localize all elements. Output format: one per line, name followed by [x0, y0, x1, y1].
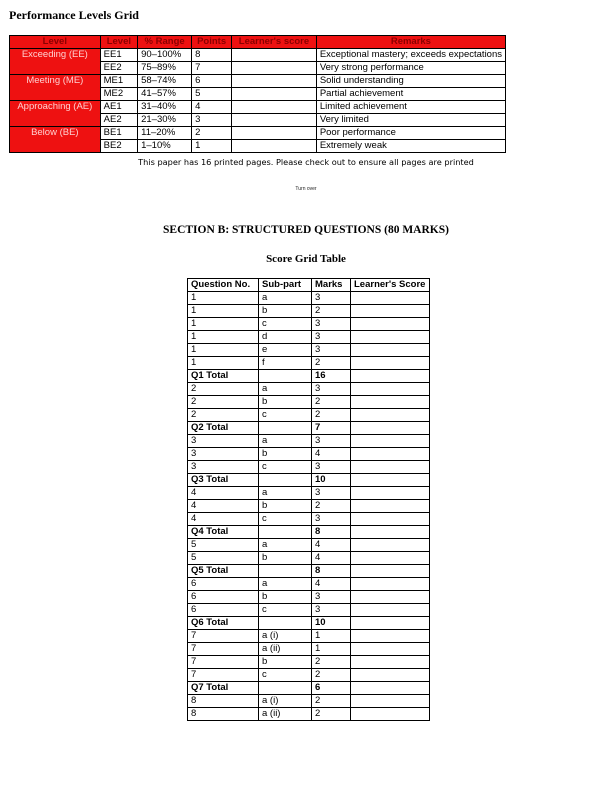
learner-score-cell[interactable] — [351, 617, 430, 630]
total-row — [188, 682, 430, 695]
question-cell: 5 — [188, 539, 259, 552]
subpart-cell: b — [259, 448, 312, 461]
table-row — [188, 500, 430, 513]
question-cell: 1 — [188, 344, 259, 357]
level-group-cell: Meeting (ME) — [10, 75, 101, 101]
question-cell: 7 — [188, 656, 259, 669]
learner-score-cell[interactable] — [232, 49, 317, 62]
points-cell: 4 — [192, 101, 232, 114]
level-code-cell: AE2 — [100, 114, 137, 127]
subpart-cell: c — [259, 409, 312, 422]
question-cell: 7 — [188, 643, 259, 656]
subpart-cell: d — [259, 331, 312, 344]
learner-score-cell[interactable] — [232, 101, 317, 114]
learner-score-cell[interactable] — [351, 565, 430, 578]
subpart-cell: a — [259, 383, 312, 396]
learner-score-cell[interactable] — [351, 604, 430, 617]
total-row — [188, 422, 430, 435]
level-code-cell: ME1 — [100, 75, 137, 88]
table-row — [188, 305, 430, 318]
table-row — [188, 487, 430, 500]
learner-score-cell[interactable] — [351, 578, 430, 591]
table-row — [188, 383, 430, 396]
column-header: Learner's score — [232, 36, 317, 49]
subpart-cell: c — [259, 318, 312, 331]
range-cell: 58–74% — [138, 75, 192, 88]
question-cell: 1 — [188, 305, 259, 318]
question-cell: 4 — [188, 487, 259, 500]
table-row — [10, 101, 506, 114]
question-cell: 3 — [188, 435, 259, 448]
remarks-cell: Solid understanding — [316, 75, 505, 88]
table-row — [188, 344, 430, 357]
marks-cell: 3 — [312, 513, 351, 526]
learner-score-cell[interactable] — [351, 370, 430, 383]
learner-score-cell[interactable] — [351, 643, 430, 656]
table-row — [188, 591, 430, 604]
question-cell: Q7 Total — [188, 682, 259, 695]
table-header-row — [10, 36, 506, 49]
learner-score-cell[interactable] — [351, 500, 430, 513]
table-row — [188, 539, 430, 552]
subpart-cell — [259, 565, 312, 578]
question-cell: 4 — [188, 500, 259, 513]
marks-cell: 2 — [312, 305, 351, 318]
range-cell: 41–57% — [138, 88, 192, 101]
subpart-cell: f — [259, 357, 312, 370]
learner-score-cell[interactable] — [351, 630, 430, 643]
marks-cell: 4 — [312, 578, 351, 591]
subpart-cell: c — [259, 461, 312, 474]
level-code-cell: EE2 — [100, 62, 137, 75]
level-code-cell: ME2 — [100, 88, 137, 101]
question-cell: Q3 Total — [188, 474, 259, 487]
marks-cell: 2 — [312, 656, 351, 669]
total-row — [188, 370, 430, 383]
learner-score-cell[interactable] — [232, 62, 317, 75]
marks-cell: 4 — [312, 539, 351, 552]
table-row — [188, 318, 430, 331]
level-code-cell: BE1 — [100, 127, 137, 140]
table-row — [188, 435, 430, 448]
learner-score-cell[interactable] — [232, 75, 317, 88]
table-row — [188, 604, 430, 617]
subpart-cell: a (i) — [259, 630, 312, 643]
question-cell: Q1 Total — [188, 370, 259, 383]
marks-cell: 4 — [312, 552, 351, 565]
marks-cell: 3 — [312, 435, 351, 448]
column-header: Level — [100, 36, 137, 49]
learner-score-cell[interactable] — [351, 669, 430, 682]
table-row — [188, 695, 430, 708]
marks-cell: 3 — [312, 591, 351, 604]
learner-score-cell[interactable] — [351, 331, 430, 344]
marks-cell: 2 — [312, 669, 351, 682]
column-header: Level — [10, 36, 101, 49]
remarks-cell: Limited achievement — [316, 101, 505, 114]
marks-cell: 2 — [312, 708, 351, 721]
subpart-cell: b — [259, 591, 312, 604]
performance-levels-table — [9, 35, 506, 153]
range-cell: 31–40% — [138, 101, 192, 114]
question-cell: 6 — [188, 578, 259, 591]
question-cell: 2 — [188, 396, 259, 409]
subpart-cell — [259, 617, 312, 630]
points-cell: 3 — [192, 114, 232, 127]
learner-score-cell[interactable] — [232, 88, 317, 101]
subpart-cell: a — [259, 539, 312, 552]
table-row — [10, 127, 506, 140]
points-cell: 2 — [192, 127, 232, 140]
total-row — [188, 617, 430, 630]
points-cell: 7 — [192, 62, 232, 75]
subpart-cell: b — [259, 552, 312, 565]
learner-score-cell[interactable] — [232, 114, 317, 127]
remarks-cell: Very limited — [316, 114, 505, 127]
column-header: Learner's Score — [351, 279, 430, 292]
learner-score-cell[interactable] — [351, 539, 430, 552]
table-row — [188, 448, 430, 461]
learner-score-cell[interactable] — [351, 591, 430, 604]
total-row — [188, 526, 430, 539]
marks-cell: 10 — [312, 617, 351, 630]
score-grid-title: Score Grid Table — [266, 253, 346, 265]
learner-score-cell[interactable] — [351, 435, 430, 448]
question-cell: 7 — [188, 669, 259, 682]
range-cell: 11–20% — [138, 127, 192, 140]
score-grid-table — [187, 278, 430, 721]
learner-score-cell[interactable] — [351, 305, 430, 318]
table-header-row — [188, 279, 430, 292]
marks-cell: 1 — [312, 630, 351, 643]
learner-score-cell[interactable] — [232, 140, 317, 153]
column-header: Sub-part — [259, 279, 312, 292]
level-code-cell: EE1 — [100, 49, 137, 62]
subpart-cell: a — [259, 435, 312, 448]
table-row — [188, 643, 430, 656]
table-row — [188, 357, 430, 370]
subpart-cell: a (ii) — [259, 643, 312, 656]
subpart-cell: c — [259, 513, 312, 526]
level-group-cell: Below (BE) — [10, 127, 101, 153]
column-header: % Range — [138, 36, 192, 49]
marks-cell: 2 — [312, 357, 351, 370]
question-cell: 1 — [188, 318, 259, 331]
learner-score-cell[interactable] — [351, 526, 430, 539]
table-row — [188, 331, 430, 344]
table-row — [188, 630, 430, 643]
marks-cell: 6 — [312, 682, 351, 695]
question-cell: 8 — [188, 708, 259, 721]
learner-score-cell[interactable] — [351, 318, 430, 331]
learner-score-cell[interactable] — [351, 344, 430, 357]
points-cell: 5 — [192, 88, 232, 101]
marks-cell: 3 — [312, 604, 351, 617]
range-cell: 75–89% — [138, 62, 192, 75]
subpart-cell: a — [259, 487, 312, 500]
level-code-cell: BE2 — [100, 140, 137, 153]
question-cell: 5 — [188, 552, 259, 565]
remarks-cell: Extremely weak — [316, 140, 505, 153]
table-row — [188, 461, 430, 474]
marks-cell: 16 — [312, 370, 351, 383]
points-cell: 8 — [192, 49, 232, 62]
level-group-cell: Exceeding (EE) — [10, 49, 101, 75]
question-cell: 3 — [188, 448, 259, 461]
learner-score-cell[interactable] — [232, 127, 317, 140]
table-row — [188, 656, 430, 669]
learner-score-cell[interactable] — [351, 461, 430, 474]
table-row — [188, 578, 430, 591]
question-cell: 3 — [188, 461, 259, 474]
points-cell: 1 — [192, 140, 232, 153]
subpart-cell: c — [259, 669, 312, 682]
performance-grid-title: Performance Levels Grid — [9, 8, 139, 22]
marks-cell: 3 — [312, 383, 351, 396]
subpart-cell — [259, 682, 312, 695]
learner-score-cell[interactable] — [351, 656, 430, 669]
remarks-cell: Poor performance — [316, 127, 505, 140]
table-row — [10, 49, 506, 62]
total-row — [188, 565, 430, 578]
table-row — [188, 552, 430, 565]
learner-score-cell[interactable] — [351, 474, 430, 487]
column-header: Marks — [312, 279, 351, 292]
learner-score-cell[interactable] — [351, 292, 430, 305]
learner-score-cell[interactable] — [351, 422, 430, 435]
marks-cell: 2 — [312, 409, 351, 422]
marks-cell: 2 — [312, 396, 351, 409]
level-code-cell: AE1 — [100, 101, 137, 114]
subpart-cell: a — [259, 578, 312, 591]
subpart-cell: b — [259, 396, 312, 409]
question-cell: 2 — [188, 383, 259, 396]
marks-cell: 4 — [312, 448, 351, 461]
question-cell: 1 — [188, 331, 259, 344]
learner-score-cell[interactable] — [351, 396, 430, 409]
table-row — [188, 396, 430, 409]
question-cell: 6 — [188, 591, 259, 604]
range-cell: 90–100% — [138, 49, 192, 62]
learner-score-cell[interactable] — [351, 682, 430, 695]
subpart-cell: a (ii) — [259, 708, 312, 721]
subpart-cell — [259, 474, 312, 487]
question-cell: 8 — [188, 695, 259, 708]
table-row — [188, 513, 430, 526]
column-header: Points — [192, 36, 232, 49]
marks-cell: 3 — [312, 292, 351, 305]
marks-cell: 8 — [312, 565, 351, 578]
marks-cell: 10 — [312, 474, 351, 487]
learner-score-cell[interactable] — [351, 552, 430, 565]
marks-cell: 1 — [312, 643, 351, 656]
marks-cell: 7 — [312, 422, 351, 435]
learner-score-cell[interactable] — [351, 448, 430, 461]
column-header: Remarks — [316, 36, 505, 49]
question-cell: 1 — [188, 357, 259, 370]
subpart-cell: c — [259, 604, 312, 617]
question-cell: 4 — [188, 513, 259, 526]
table-row — [188, 292, 430, 305]
learner-score-cell[interactable] — [351, 695, 430, 708]
subpart-cell: b — [259, 305, 312, 318]
learner-score-cell[interactable] — [351, 357, 430, 370]
learner-score-cell[interactable] — [351, 487, 430, 500]
subpart-cell: e — [259, 344, 312, 357]
subpart-cell: b — [259, 500, 312, 513]
remarks-cell: Partial achievement — [316, 88, 505, 101]
printed-pages-note: This paper has 16 printed pages. Please check out to ensure all pages are printed — [138, 157, 474, 167]
marks-cell: 2 — [312, 500, 351, 513]
table-row — [188, 409, 430, 422]
learner-score-cell[interactable] — [351, 708, 430, 721]
subpart-cell — [259, 422, 312, 435]
marks-cell: 3 — [312, 344, 351, 357]
question-cell: 1 — [188, 292, 259, 305]
marks-cell: 3 — [312, 487, 351, 500]
marks-cell: 3 — [312, 331, 351, 344]
points-cell: 6 — [192, 75, 232, 88]
subpart-cell: b — [259, 656, 312, 669]
marks-cell: 3 — [312, 461, 351, 474]
range-cell: 21–30% — [138, 114, 192, 127]
marks-cell: 8 — [312, 526, 351, 539]
table-row — [188, 708, 430, 721]
turn-over-note: Turn over — [295, 186, 317, 192]
total-row — [188, 474, 430, 487]
subpart-cell — [259, 370, 312, 383]
level-group-cell: Approaching (AE) — [10, 101, 101, 127]
question-cell: Q4 Total — [188, 526, 259, 539]
remarks-cell: Very strong performance — [316, 62, 505, 75]
learner-score-cell[interactable] — [351, 383, 430, 396]
table-row — [188, 669, 430, 682]
learner-score-cell[interactable] — [351, 513, 430, 526]
question-cell: 6 — [188, 604, 259, 617]
remarks-cell: Exceptional mastery; exceeds expectations — [316, 49, 505, 62]
range-cell: 1–10% — [138, 140, 192, 153]
subpart-cell — [259, 526, 312, 539]
marks-cell: 3 — [312, 318, 351, 331]
marks-cell: 2 — [312, 695, 351, 708]
question-cell: 7 — [188, 630, 259, 643]
table-row — [10, 75, 506, 88]
learner-score-cell[interactable] — [351, 409, 430, 422]
column-header: Question No. — [188, 279, 259, 292]
question-cell: Q2 Total — [188, 422, 259, 435]
section-title: SECTION B: STRUCTURED QUESTIONS (80 MARKS) — [163, 224, 449, 236]
question-cell: 2 — [188, 409, 259, 422]
question-cell: Q5 Total — [188, 565, 259, 578]
subpart-cell: a — [259, 292, 312, 305]
question-cell: Q6 Total — [188, 617, 259, 630]
subpart-cell: a (i) — [259, 695, 312, 708]
